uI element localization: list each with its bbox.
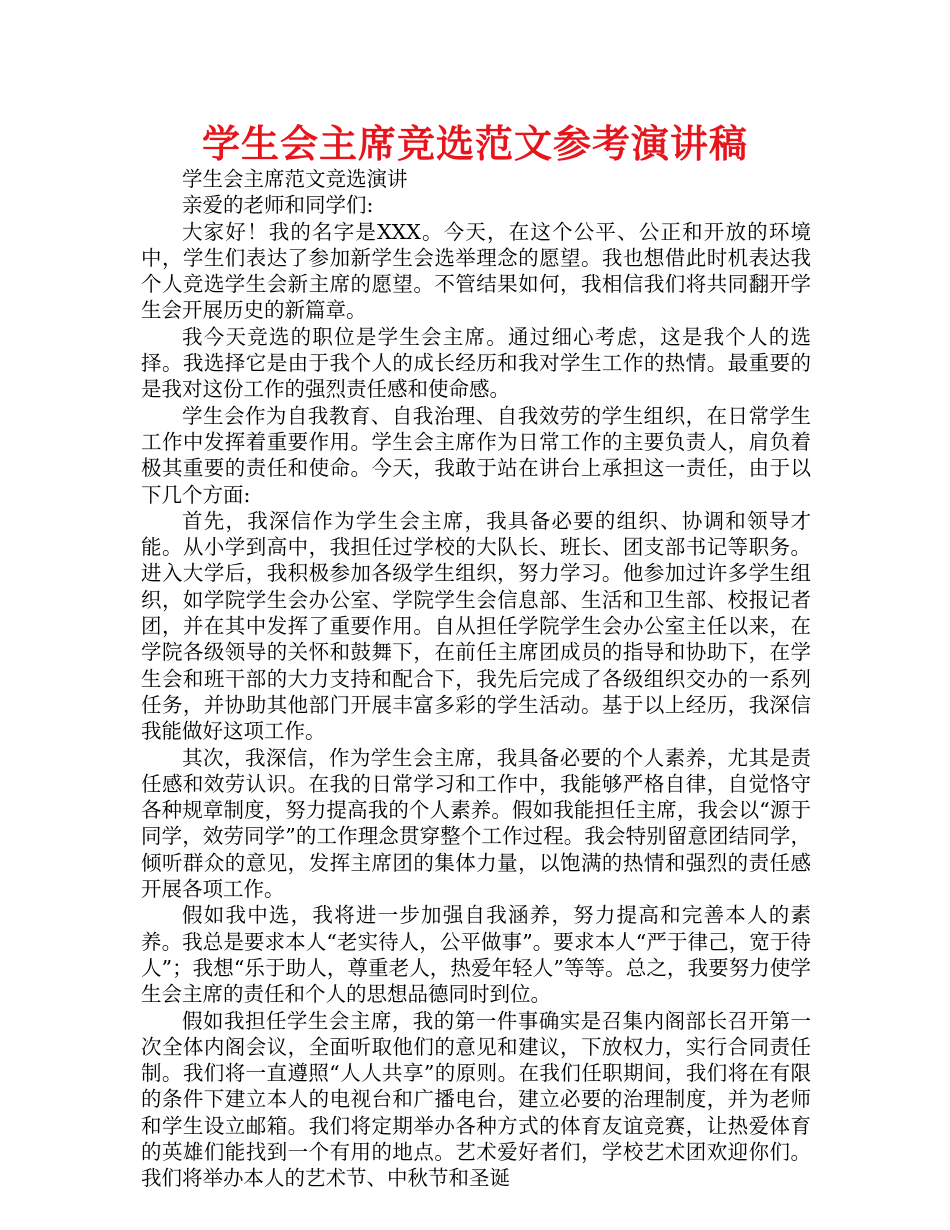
paragraph: 其次，我深信，作为学生会主席，我具备必要的个人素养，尤其是责任感和效劳认识。在我的日常学习和工作中，我能够严格自律，自觉恪守各种规章制度，努力提高我的个人素养。假如我能担任主席，我会以“源于同学，效劳同学”的工作理念贯穿整个工作过程。我会特别留意团结同学，倾听群众的意见，发挥主席团的集体力量，以饱满的热情和强烈的责任感开展各项工作。 xyxy=(141,745,811,902)
paragraph-salutation: 亲爱的老师和同学们: xyxy=(182,193,374,218)
document-body xyxy=(141,166,811,1192)
paragraph: 大家好！我的名字是XXX。今天，在这个公平、公正和开放的环境中，学生们表达了参加新学生会选举理念的愿望。我也想借此时机表达我个人竞选学生会新主席的愿望。不管结果如何，我相信我们将共同翻开学生会开展历史的新篇章。 xyxy=(141,219,811,323)
paragraph: 假如我中选，我将进一步加强自我涵养，努力提高和完善本人的素养。我总是要求本人“老实待人，公平做事”。要求本人“严于律己，宽于待人”；我想“乐于助人，尊重老人，热爱年轻人”等等。总之，我要努力使学生会主席的责任和个人的思想品德同时到位。 xyxy=(141,903,811,1007)
document-title: 学生会主席竞选范文参考演讲稿 xyxy=(201,122,748,166)
paragraph-subtitle: 学生会主席范文竞选演讲 xyxy=(182,167,408,191)
paragraph: 首先，我深信作为学生会主席，我具备必要的组织、协调和领导才能。从小学到高中，我担任过学校的大队长、班长、团支部书记等职务。进入大学后，我积极参加各级学生组织，努力学习。他参加过许多学生组织，如学院学生会办公室、学院学生会信息部、生活和卫生部、校报记者团，并在其中发挥了重要作用。自从担任学院学生会办公室主任以来，在学院各级领导的关怀和鼓舞下，在前任主席团成员的指导和协助下，在学生会和班干部的大力支持和配合下，我先后完成了各级组织交办的一系列任务，并协助其他部门开展丰富多彩的学生活动。基于以上经历，我深信我能做好这项工作。 xyxy=(141,508,811,744)
paragraph: 我今天竞选的职位是学生会主席。通过细心考虑，这是我个人的选择。我选择它是由于我个人的成长经历和我对学生工作的热情。最重要的是我对这份工作的强烈责任感和使命感。 xyxy=(141,324,811,402)
paragraph: 学生会作为自我教育、自我治理、自我效劳的学生组织，在日常学生工作中发挥着重要作用。学生会主席作为日常工作的主要负责人，肩负着极其重要的责任和使命。今天，我敢于站在讲台上承担这一责任，由于以下几个方面: xyxy=(141,403,811,507)
paragraph: 假如我担任学生会主席，我的第一件事确实是召集内阁部长召开第一次全体内阁会议，全面听取他们的意见和建议，下放权力，实行合同责任制。我们将一直遵照“人人共享”的原则。在我们任职期间，我们将在有限的条件下建立本人的电视台和广播电台，建立必要的治理制度，并为老师和学生设立邮箱。我们将定期举办各种方式的体育友谊竞赛，让热爱体育的英雄们能找到一个有用的地点。艺术爱好者们，学校艺术团欢迎你们。我们将举办本人的艺术节、中秋节和圣诞 xyxy=(141,1008,811,1191)
